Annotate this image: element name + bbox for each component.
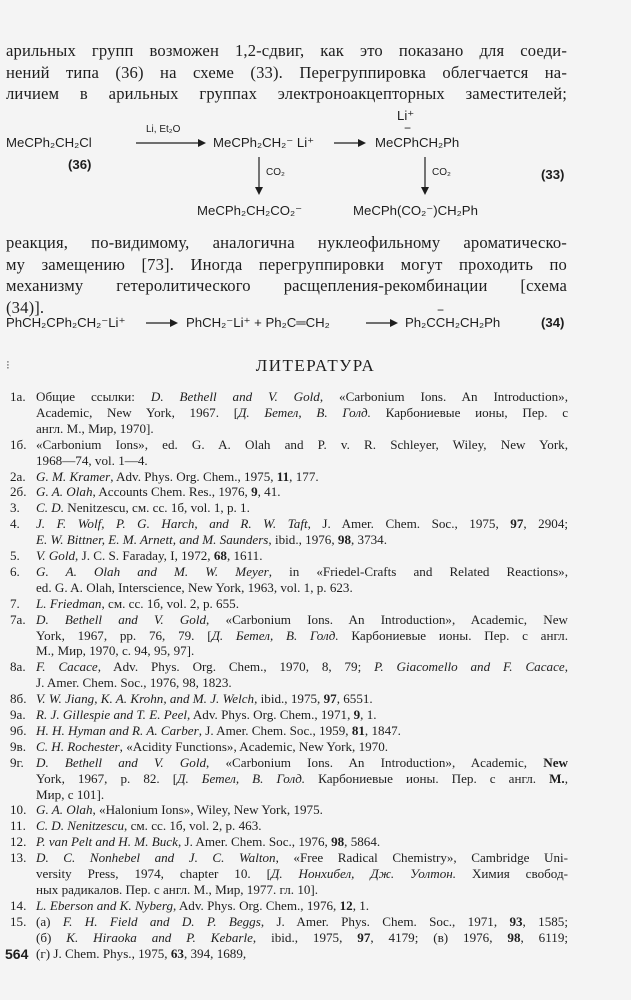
- reference-number: 7.: [10, 595, 20, 611]
- arrow-right-icon: [136, 135, 206, 151]
- reference-line: G. A. Olah and M. W. Meyer, in «Friedel-Crafts and Related Reactions»,: [36, 563, 568, 579]
- reference-number: 9г.: [10, 754, 24, 770]
- reference-line: Academic, New York, 1967. [Д. Бетел, В. Голд. Карбониевые ионы, Пер. с: [36, 404, 569, 420]
- reference-line: L. Eberson and K. Nyberg, Adv. Phys. Org. Chem., 1976, 12, 1.: [36, 897, 370, 913]
- reference-entry: [10, 612, 568, 660]
- reference-entry: [10, 389, 568, 437]
- scheme34-product: Ph₂CCH₂CH₂Ph: [405, 315, 501, 330]
- reference-entry: [10, 469, 568, 485]
- reference-entry: [10, 914, 568, 962]
- arrow-down-icon: [253, 157, 265, 195]
- reference-entry: [10, 691, 568, 707]
- reference-number: 4.: [10, 516, 20, 532]
- reference-entry: [10, 802, 568, 818]
- reference-entry: [10, 596, 568, 612]
- reference-line: G. M. Kramer, Adv. Phys. Org. Chem., 1975, 11, 177.: [36, 468, 319, 484]
- reference-line: «Carbonium Ions», ed. G. A. Olah and P. v. R. Schleyer, Wiley, New York,: [36, 436, 568, 452]
- reference-number: 1а.: [10, 389, 26, 404]
- arrow-right-icon: [146, 315, 178, 331]
- reference-line: York, 1967, pp. 76, 79. [Д. Бетел, В. Голд. Карбониевые ионы. Пер. с англ.: [36, 627, 568, 643]
- reference-line: C. D. Nenitzescu, см. сс. 1б, vol. 1, p. 1.: [36, 500, 250, 516]
- reference-line: (а) F. H. Field and D. P. Beggs, J. Amer. Phys. Chem. Soc., 1971, 93, 1585;: [36, 913, 568, 929]
- arrow-right-icon: [366, 315, 398, 331]
- reference-number: 7а.: [10, 611, 26, 627]
- lithium-cation: Li⁺: [397, 108, 415, 123]
- reference-text: [36, 850, 568, 898]
- reference-text: [36, 691, 568, 707]
- reference-number: 2а.: [10, 468, 26, 484]
- reference-line: англ. М., Мир, 1970].: [36, 420, 154, 436]
- reference-number: 2б.: [10, 484, 27, 500]
- reference-number: 8б.: [10, 691, 27, 707]
- reference-text: [36, 914, 568, 962]
- reference-text: [36, 739, 568, 755]
- reference-text: [36, 469, 568, 485]
- reference-number: 9б.: [10, 722, 27, 738]
- reference-line: versity Press, 1974, chapter 10. [Д. Нонхибел, Дж. Уолтон. Химия свобод-: [36, 866, 568, 881]
- reference-number: 9а.: [10, 707, 26, 722]
- reference-entry: [10, 659, 568, 691]
- reference-line: L. Friedman, см. сс. 1б, vol. 2, p. 655.: [36, 595, 239, 611]
- reference-text: [36, 548, 568, 564]
- reference-line: H. H. Hyman and R. A. Carber, J. Amer. Chem. Soc., 1959, 81, 1847.: [36, 722, 401, 738]
- reference-line: V. Gold, J. C. S. Faraday, I, 1972, 68, 1611.: [36, 548, 263, 563]
- reference-line: (б) K. Hiraoka and P. Kebarle, ibid., 1975, 97, 4179; (в) 1976, 98, 6119;: [36, 929, 569, 945]
- reference-entry: [10, 707, 568, 723]
- carboxylate-product-2: MeCPh(CO₂⁻)CH₂Ph: [353, 203, 478, 218]
- reference-line: C. D. Nenitzescu, см. сс. 1б, vol. 2, p. 463.: [36, 818, 262, 834]
- reference-line: J. Amer. Chem. Soc., 1976, 98, 1823.: [36, 675, 232, 691]
- reference-number: 13.: [10, 850, 27, 866]
- co2-reagent-label: CO₂: [266, 167, 285, 178]
- reference-text: [36, 707, 568, 723]
- reference-entry: [10, 500, 568, 516]
- reference-line: Мир, с 101].: [36, 786, 105, 802]
- reference-text: [36, 484, 568, 500]
- reference-entry: [10, 834, 568, 850]
- scheme-number: (34): [541, 315, 565, 330]
- reference-text: [36, 723, 568, 739]
- reference-text: [36, 516, 568, 548]
- negative-charge-icon: −: [437, 303, 445, 317]
- carboxylate-product-1: MeCPh₂CH₂CO₂⁻: [197, 203, 303, 218]
- reference-line: J. F. Wolf, P. G. Harch, and R. W. Taft, J. Amer. Chem. Soc., 1975, 97, 2904;: [36, 516, 569, 532]
- reference-entry: [10, 723, 568, 739]
- reference-text: [36, 802, 568, 818]
- reference-line: D. Bethell and V. Gold, «Carbonium Ions. An Introduction», Academic, New: [36, 754, 568, 770]
- reference-number: 10.: [10, 802, 27, 818]
- negative-charge-icon: −: [404, 121, 412, 135]
- reference-line: 1968—74, vol. 1—4.: [36, 452, 148, 468]
- reference-line: (г) J. Chem. Phys., 1975, 63, 394, 1689,: [36, 945, 247, 961]
- text-line: (34)].: [6, 297, 45, 317]
- middle-paragraph: [6, 232, 567, 318]
- reference-text: [36, 500, 568, 516]
- reference-line: D. C. Nonhebel and J. C. Walton, «Free Radical Chemistry», Cambridge Uni-: [36, 850, 568, 866]
- reference-line: York, 1967, p. 82. [Д. Бетел, В. Голд. Карбониевые ионы. Пер. с англ. М.,: [36, 770, 568, 786]
- reference-entry: [10, 564, 568, 596]
- scheme-number: (33): [541, 167, 565, 182]
- reference-line: E. W. Bittner, E. M. Arnett, and M. Saunders, ibid., 1976, 98, 3734.: [36, 532, 387, 548]
- reference-entry: [10, 516, 568, 548]
- reference-text: [36, 389, 568, 437]
- reference-line: G. A. Olah, Accounts Chem. Res., 1976, 9, 41.: [36, 484, 281, 500]
- text-line: му замещению [73]. Иногда перегруппировки могут проходить по: [6, 254, 567, 274]
- rearranged-product: MeCPhCH₂Ph: [375, 135, 460, 150]
- reference-number: 8а.: [10, 659, 26, 675]
- section-heading: ЛИТЕРАТУРА: [255, 356, 376, 375]
- reference-entry: [10, 818, 568, 834]
- reference-number: 1б.: [10, 436, 27, 452]
- text-line: нений типа (36) на схеме (33). Перегруппировка облегчается на-: [6, 62, 567, 82]
- reference-text: [36, 659, 568, 691]
- reference-text: [36, 437, 568, 469]
- page-number: 564: [5, 946, 29, 962]
- reference-number: 14.: [10, 897, 27, 913]
- reference-line: R. J. Gillespie and T. E. Peel, Adv. Phys. Org. Chem., 1971, 9, 1.: [36, 707, 377, 722]
- intro-paragraph: [6, 40, 567, 105]
- reference-text: [36, 596, 568, 612]
- reference-line: М., Мир, 1970, с. 94, 95, 97].: [36, 643, 195, 659]
- reference-text: [36, 818, 568, 834]
- reagent-label: Li, Et₂O: [146, 124, 181, 135]
- text-line: механизму гетеролитического расщепления-рекомбинации [схема: [6, 276, 567, 295]
- reference-number: 15.: [10, 913, 27, 929]
- reference-entry: [10, 850, 568, 898]
- reference-number: 3.: [10, 500, 20, 516]
- reference-line: G. A. Olah, «Halonium Ions», Wiley, New York, 1975.: [36, 802, 323, 818]
- reference-text: [36, 898, 568, 914]
- reference-entry: [10, 548, 568, 564]
- text-line: арильных групп возможен 1,2-сдвиг, как это показано для соеди-: [6, 41, 567, 60]
- reference-text: [36, 612, 568, 660]
- reactant-36: MeCPh₂CH₂Cl: [6, 135, 92, 150]
- reference-line: F. Cacace, Adv. Phys. Org. Chem., 1970, 8, 79; P. Giacomello and F. Cacace,: [36, 659, 568, 675]
- reference-entry: [10, 898, 568, 914]
- reference-text: [36, 834, 568, 850]
- arrow-down-icon: [419, 157, 431, 195]
- reference-line: D. Bethell and V. Gold, «Carbonium Ions. An Introduction», Academic, New: [36, 611, 568, 627]
- compound-label-36: (36): [68, 157, 92, 172]
- reference-number: 9в.: [10, 738, 27, 754]
- reference-entry: [10, 437, 568, 469]
- reference-line: ных радикалов. Пер. с англ. М., Мир, 1977. гл. 10].: [36, 881, 319, 897]
- arrow-right-icon: [334, 135, 366, 151]
- reference-entry: [10, 755, 568, 803]
- text-line: реакция, по-видимому, аналогична нуклеофильному ароматическо-: [6, 233, 567, 252]
- reference-number: 6.: [10, 563, 20, 579]
- carbanion-intermediate: MeCPh₂CH₂⁻ Li⁺: [213, 135, 315, 150]
- scheme34-intermediates: PhCH₂⁻Li⁺ + Ph₂C═CH₂: [186, 315, 330, 330]
- reference-number: 5.: [10, 548, 20, 563]
- reference-line: V. W. Jiang, K. A. Krohn, and M. J. Welch, ibid., 1975, 97, 6551.: [36, 691, 373, 707]
- reference-line: P. van Pelt and H. M. Buck, J. Amer. Chem. Soc., 1976, 98, 5864.: [36, 834, 381, 850]
- reference-text: [36, 755, 568, 803]
- reference-text: [36, 564, 568, 596]
- reference-number: 12.: [10, 834, 27, 850]
- co2-reagent-label: CO₂: [432, 167, 451, 178]
- reference-line: C. H. Rochester, «Acidity Functions», Academic, New York, 1970.: [36, 738, 389, 754]
- reference-entry: [10, 484, 568, 500]
- reference-line: ed. G. A. Olah, Interscience, New York, 1963, vol. 1, p. 623.: [36, 579, 353, 595]
- scheme34-reactant: PhCH₂CPh₂CH₂⁻Li⁺: [6, 315, 126, 330]
- reference-entry: [10, 739, 568, 755]
- text-line: личием в арильных группах электроноакцепторных заместителей;: [6, 84, 567, 103]
- reference-line: Общие ссылки: D. Bethell and V. Gold, «Carbonium Ions. An Introduction»,: [36, 389, 568, 404]
- reference-number: 11.: [10, 818, 26, 834]
- margin-mark-icon: ⁝: [6, 358, 10, 372]
